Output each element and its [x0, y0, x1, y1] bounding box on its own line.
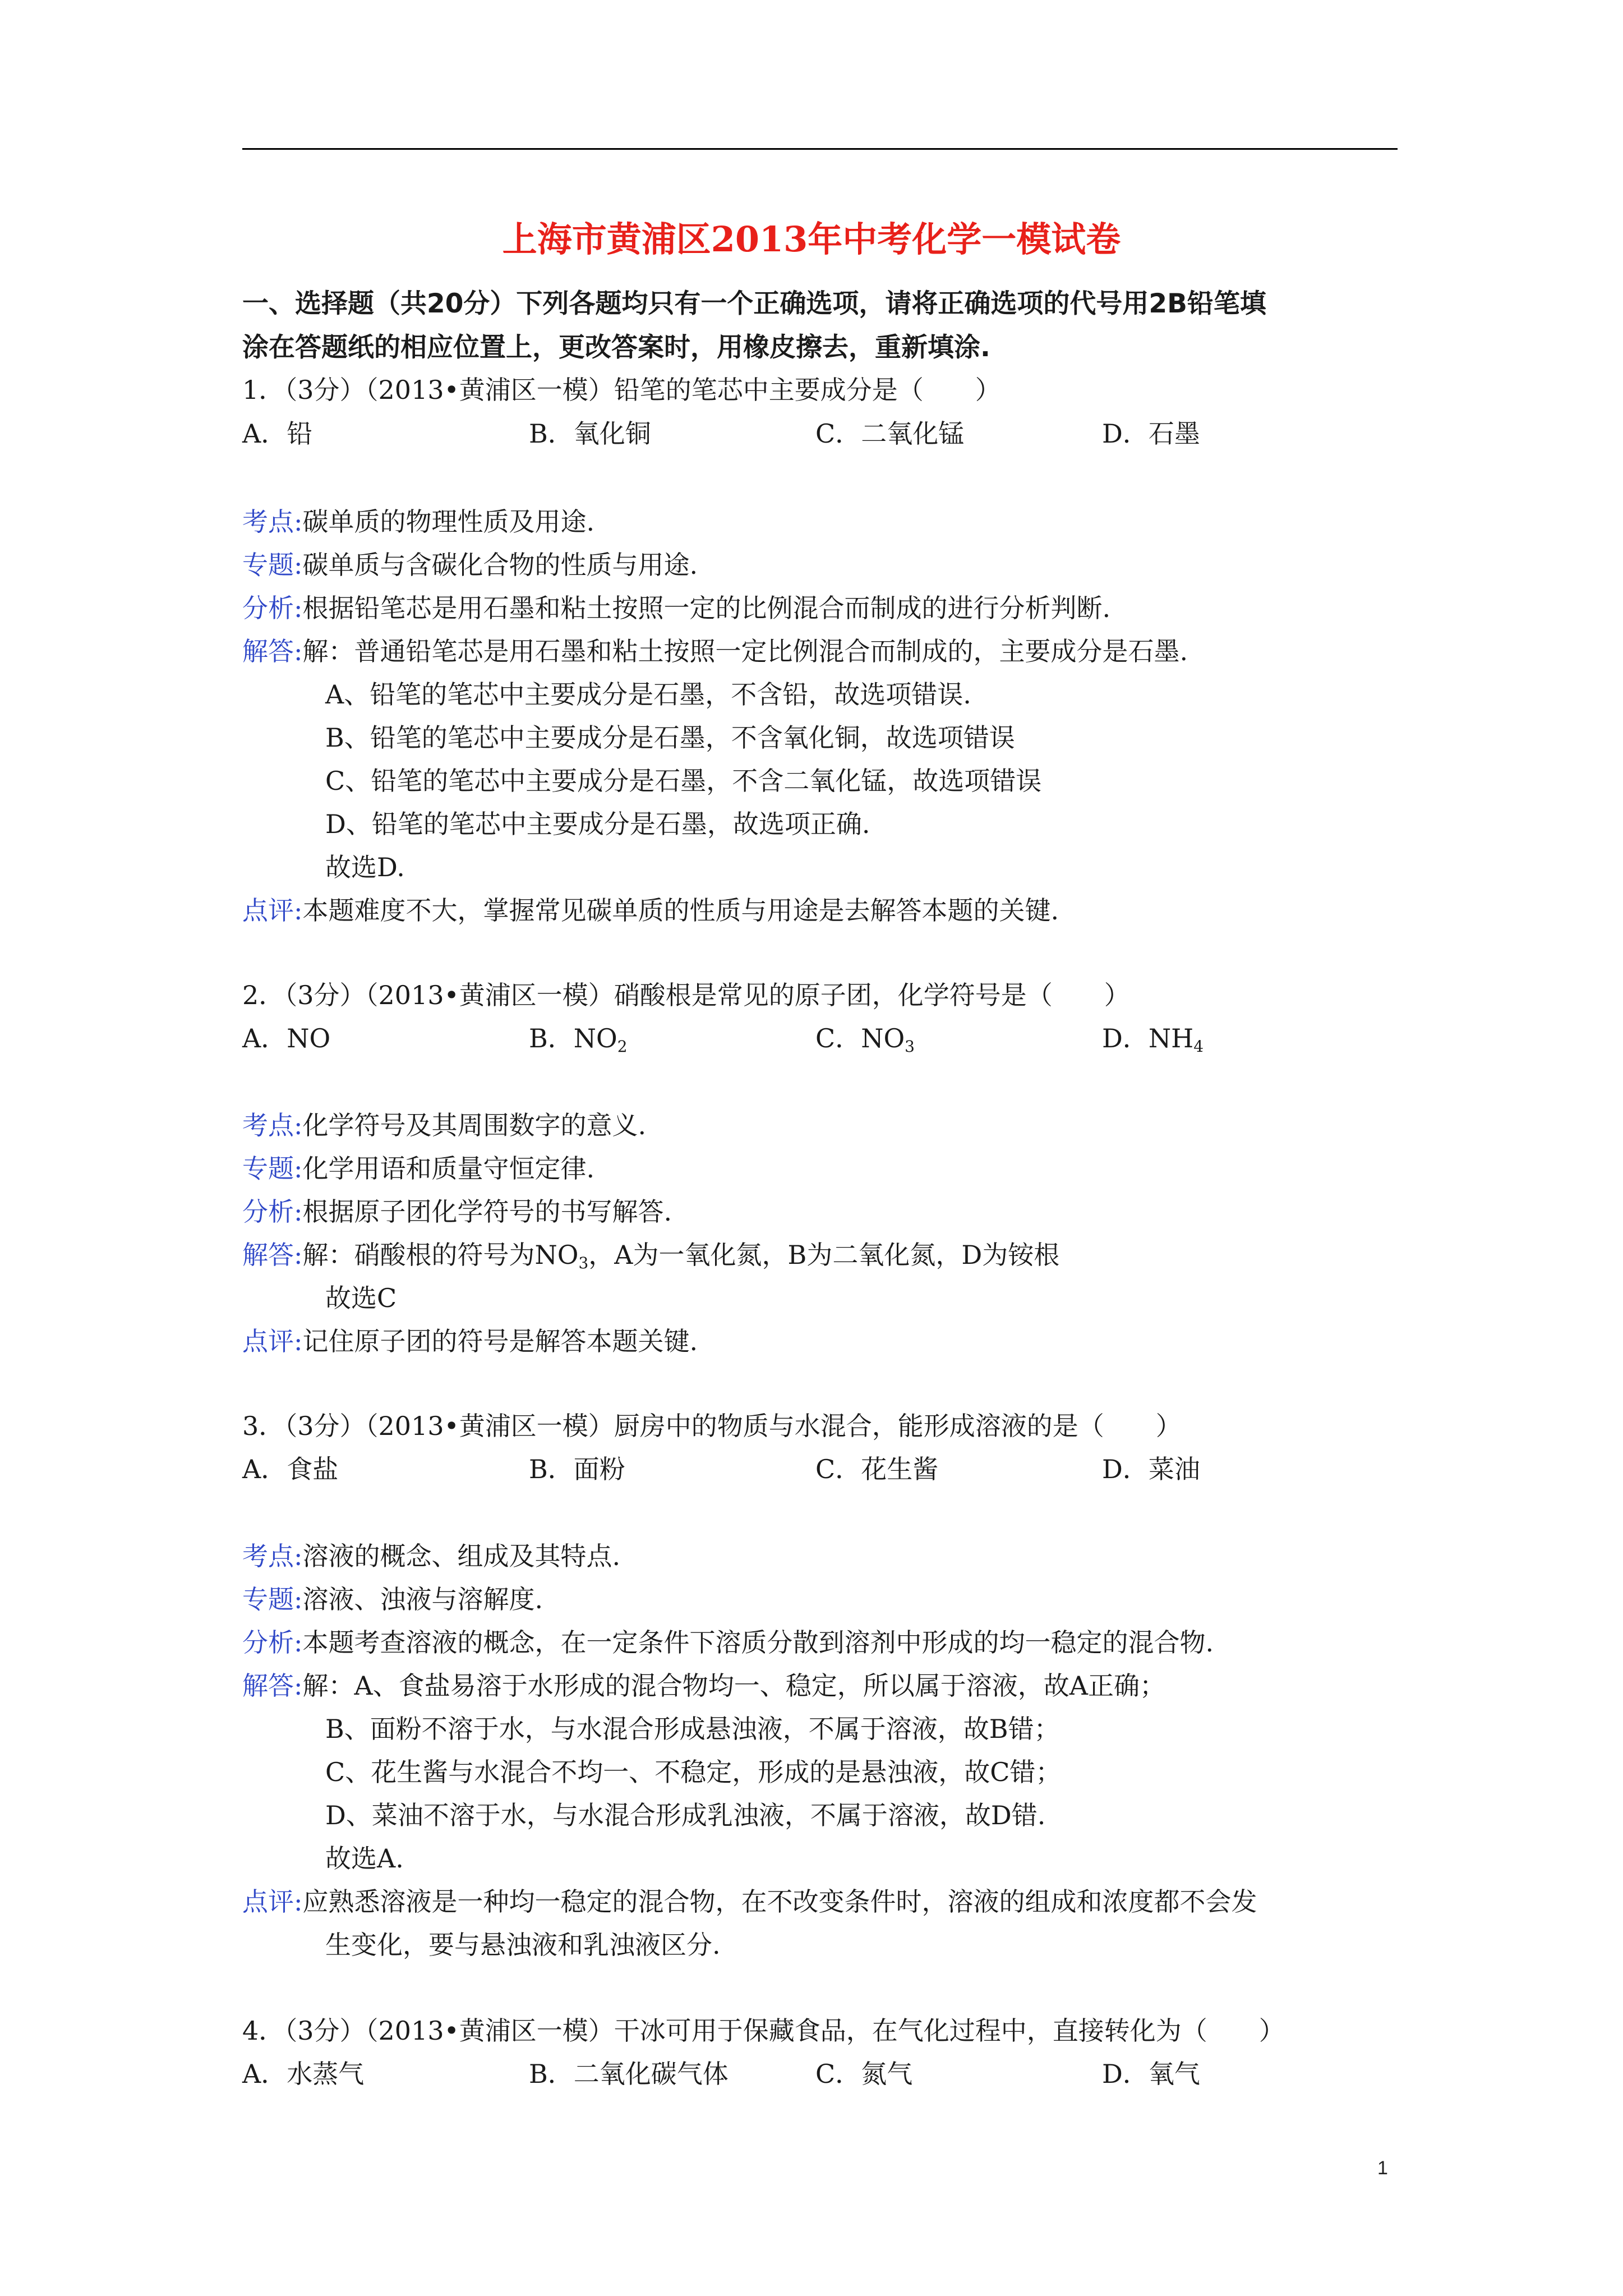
- q1-zhuanti-text: 碳单质与含碳化合物的性质与用途.: [302, 550, 698, 580]
- q1-kaodian-text: 碳单质的物理性质及用途.: [302, 507, 595, 537]
- question-4-stem: 4．（3分）（2013•黄浦区一模）干冰可用于保藏食品，在气化过程中，直接转化为（ ）: [242, 2016, 1285, 2046]
- section-instructions-line-1: 一、选择题（共20分）下列各题均只有一个正确选项，请将正确选项的代号用2B铅笔填: [242, 288, 1266, 319]
- q2-fenxi-text: 根据原子团化学符号的书写解答.: [302, 1197, 672, 1227]
- page-title: 上海市黄浦区2013年中考化学一模试卷: [502, 219, 1121, 260]
- q3-jieda-line-4: D、菜油不溶于水，与水混合形成乳浊液，不属于溶液，故D错.: [325, 1800, 1046, 1830]
- q3-jieda-line-1: 解：A、食盐易溶于水形成的混合物均一、稳定，所以属于溶液，故A正确；: [302, 1671, 1165, 1701]
- q1-fenxi-text: 根据铅笔芯是用石墨和粘土按照一定的比例混合而制成的进行分析判断.: [302, 593, 1111, 623]
- q3-option-c: C．花生酱: [815, 1454, 939, 1484]
- q1-jieda: [242, 634, 1188, 668]
- q1-option-c: C．二氧化锰: [815, 418, 965, 449]
- zhuanti-label: 专题:: [242, 1153, 303, 1184]
- q1-dianping-text: 本题难度不大，掌握常见碳单质的性质与用途是去解答本题的关键.: [302, 895, 1059, 926]
- q1-kaodian: [242, 505, 594, 539]
- q2-zhuanti: [242, 1152, 594, 1185]
- q3-fenxi: [242, 1626, 1214, 1659]
- q3-dianping-line-1: 应熟悉溶液是一种均一稳定的混合物，在不改变条件时，溶液的组成和浓度都不会发: [302, 1887, 1257, 1917]
- q4-option-d: D．氧气: [1102, 2059, 1200, 2089]
- q3-fenxi-text: 本题考查溶液的概念，在一定条件下溶质分散到溶剂中形成的均一稳定的混合物.: [302, 1627, 1214, 1658]
- q3-jieda-line-3: C、花生酱与水混合不均一、不稳定，形成的是悬浊液，故C错；: [325, 1757, 1062, 1787]
- q4-option-b: B．二氧化碳气体: [529, 2059, 728, 2089]
- q2-option-d: D．$NH_4$: [1102, 1023, 1204, 1056]
- q3-kaodian-text: 溶液的概念、组成及其特点.: [302, 1541, 621, 1571]
- zhuanti-label: 专题:: [242, 1584, 303, 1614]
- q2-dianping: [242, 1324, 698, 1358]
- fenxi-label: 分析:: [242, 1197, 303, 1227]
- page-number: 1: [1377, 2157, 1388, 2179]
- kaodian-label: 考点:: [242, 1110, 303, 1140]
- q2-fenxi: [242, 1195, 672, 1228]
- question-1-stem: 1．（3分）（2013•黄浦区一模）铅笔的笔芯中主要成分是（ ）: [242, 375, 1001, 405]
- q1-dianping: [242, 894, 1059, 927]
- fenxi-label: 分析:: [242, 1627, 303, 1658]
- q3-dianping-line-2: 生变化，要与悬浊液和乳浊液区分.: [325, 1930, 721, 1960]
- q2-jieda-text: 解：硝酸根的符号为$NO_3$，A为一氧化氮，B为二氧化氮，D为铵根: [302, 1240, 1060, 1272]
- jieda-label: 解答:: [242, 636, 303, 666]
- question-3-stem: 3．（3分）（2013•黄浦区一模）厨房中的物质与水混合，能形成溶液的是（ ）: [242, 1411, 1182, 1441]
- q3-option-b: B．面粉: [529, 1454, 625, 1484]
- q1-option-d: D．石墨: [1102, 418, 1200, 449]
- q2-option-c: C．$NO_3$: [815, 1023, 915, 1056]
- jieda-label: 解答:: [242, 1671, 303, 1701]
- q1-jieda-line-6: 故选D.: [325, 852, 405, 882]
- q3-option-a: A．食盐: [242, 1454, 339, 1484]
- q2-jieda: [242, 1238, 1059, 1272]
- q1-jieda-line-5: D、铅笔的笔芯中主要成分是石墨，故选项正确.: [325, 809, 870, 839]
- q3-jieda: [242, 1669, 1165, 1703]
- q4-option-a: A．水蒸气: [242, 2059, 365, 2089]
- dianping-label: 点评:: [242, 895, 303, 926]
- q3-jieda-line-2: B、面粉不溶于水，与水混合形成悬浊液，不属于溶液，故B错；: [325, 1714, 1060, 1744]
- q1-option-b: B．氧化铜: [529, 418, 651, 449]
- q3-kaodian: [242, 1539, 620, 1573]
- q2-option-b: B．$NO_2$: [529, 1023, 628, 1056]
- q2-kaodian-text: 化学符号及其周围数字的意义.: [302, 1110, 647, 1140]
- q1-jieda-line-2: A、铅笔的笔芯中主要成分是石墨，不含铅，故选项错误.: [325, 679, 971, 710]
- q1-fenxi: [242, 591, 1110, 625]
- q3-zhuanti-text: 溶液、浊液与溶解度.: [302, 1584, 543, 1614]
- q2-jieda-line-2: 故选C: [325, 1283, 397, 1313]
- q2-zhuanti-text: 化学用语和质量守恒定律.: [302, 1153, 595, 1184]
- q3-dianping: [242, 1885, 1257, 1918]
- q3-zhuanti: [242, 1582, 543, 1616]
- q3-option-d: D．菜油: [1102, 1454, 1200, 1484]
- question-2-stem: 2．（3分）（2013•黄浦区一模）硝酸根是常见的原子团，化学符号是（ ）: [242, 980, 1130, 1010]
- kaodian-label: 考点:: [242, 1541, 303, 1571]
- dianping-label: 点评:: [242, 1887, 303, 1917]
- q1-zhuanti: [242, 548, 698, 582]
- section-instructions-line-2: 涂在答题纸的相应位置上，更改答案时，用橡皮擦去，重新填涂.: [242, 332, 990, 363]
- jieda-label: 解答:: [242, 1240, 303, 1270]
- q1-jieda-line-3: B、铅笔的笔芯中主要成分是石墨，不含氧化铜，故选项错误: [325, 723, 1015, 753]
- fenxi-label: 分析:: [242, 593, 303, 623]
- q1-jieda-line-4: C、铅笔的笔芯中主要成分是石墨，不含二氧化锰，故选项错误: [325, 766, 1042, 796]
- q2-kaodian: [242, 1108, 646, 1142]
- dianping-label: 点评:: [242, 1326, 303, 1356]
- q4-option-c: C．氮气: [815, 2059, 913, 2089]
- kaodian-label: 考点:: [242, 507, 303, 537]
- zhuanti-label: 专题:: [242, 550, 303, 580]
- q3-jieda-line-5: 故选A.: [325, 1843, 404, 1874]
- q1-jieda-line-1: 解：普通铅笔芯是用石墨和粘土按照一定比例混合而制成的，主要成分是石墨.: [302, 636, 1188, 666]
- q2-dianping-text: 记住原子团的符号是解答本题关键.: [302, 1326, 698, 1356]
- header-rule: [242, 148, 1398, 150]
- q1-option-a: A．铅: [242, 418, 313, 449]
- q2-option-a: A．NO: [242, 1023, 331, 1053]
